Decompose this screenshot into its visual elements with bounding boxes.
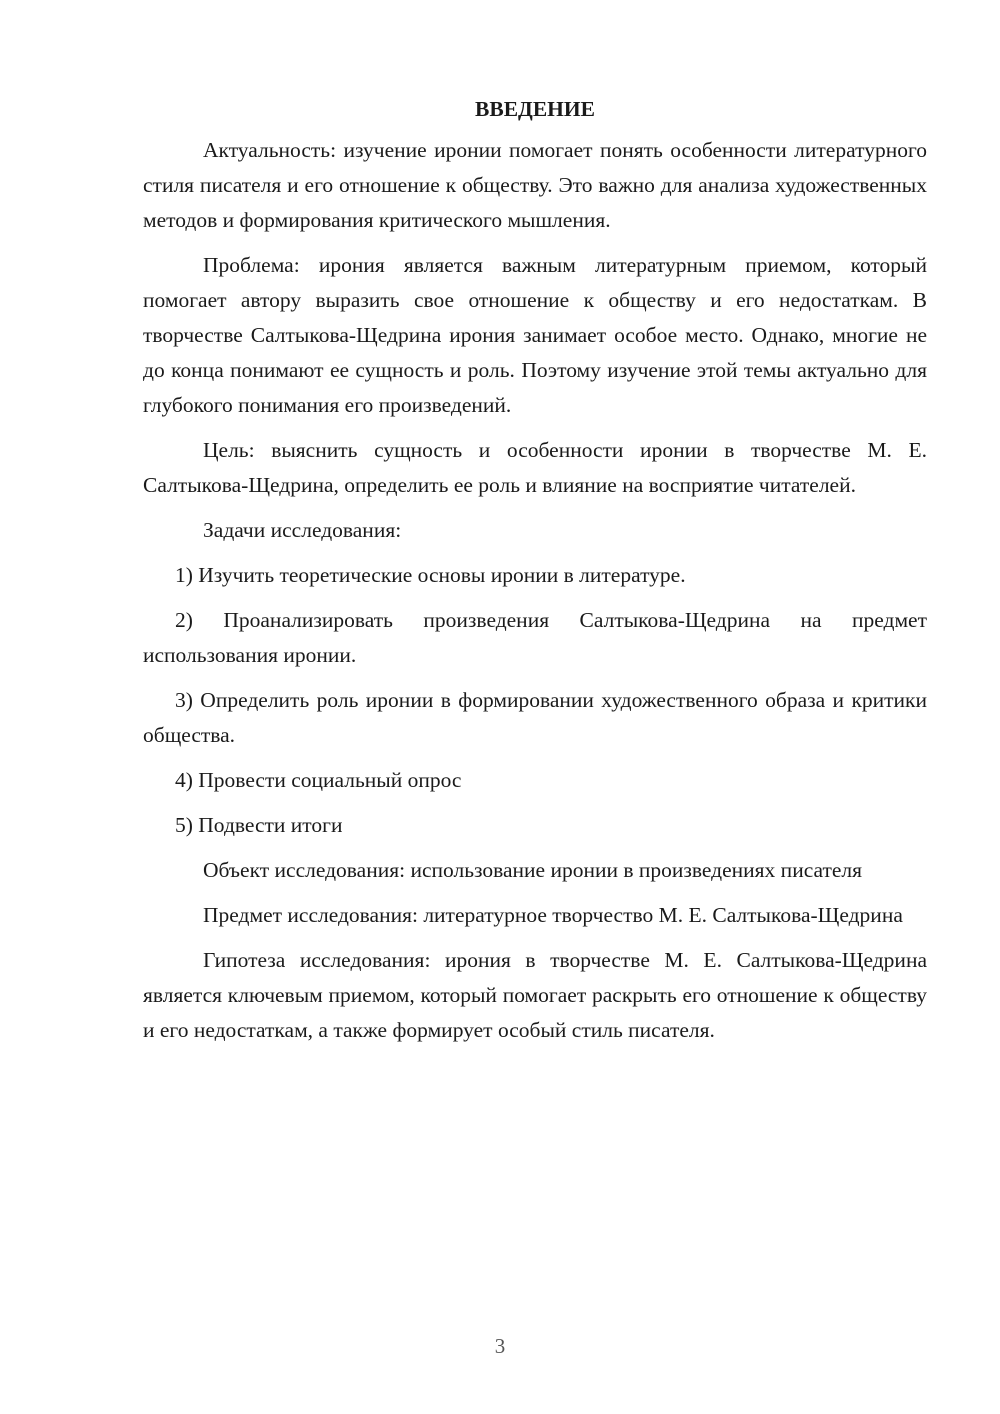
page-number: 3 <box>494 1334 506 1358</box>
paragraph-subject: Предмет исследования: литературное творчество М. Е. Салтыкова-Щедрина <box>203 903 903 927</box>
task-item: 4) Провести социальный опрос <box>175 768 462 792</box>
task-item: 1) Изучить теоретические основы иронии в литературе. <box>175 563 686 587</box>
task-item: 3) Определить роль иронии в формировании художественного образа и критики общества. <box>143 688 927 747</box>
paragraph-object: Объект исследования: использование иронии в произведениях писателя <box>203 858 863 882</box>
paragraph-relevance: Актуальность: изучение иронии помогает понять особенности литературного стиля писателя и его отношение к обществу. Это важно для анализа художественных методов и формирования критического мышления. <box>143 138 927 232</box>
tasks-heading: Задачи исследования: <box>203 518 402 542</box>
paragraph-goal: Цель: выяснить сущность и особенности иронии в творчестве М. Е. Салтыкова-Щедрина, определить ее роль и влияние на восприятие читателей. <box>143 438 927 497</box>
task-item: 5) Подвести итоги <box>175 813 343 837</box>
section-title: ВВЕДЕНИЕ <box>475 97 595 121</box>
paragraph-hypothesis: Гипотеза исследования: ирония в творчестве М. Е. Салтыкова-Щедрина является ключевым приемом, который помогает раскрыть его отношение к обществу и его недостаткам, а также формирует особый стиль писателя. <box>143 948 927 1042</box>
task-item: 2) Проанализировать произведения Салтыкова-Щедрина на предмет использования иронии. <box>143 608 927 667</box>
document-page <box>143 92 927 1058</box>
paragraph-problem: Проблема: ирония является важным литературным приемом, который помогает автору выразить свое отношение к обществу и его недостаткам. В творчестве Салтыкова-Щедрина ирония занимает особое место. Однако, многие не до конца понимают ее сущность и роль. Поэтому изучение этой темы актуально для глубокого понимания его произведений. <box>143 253 927 417</box>
